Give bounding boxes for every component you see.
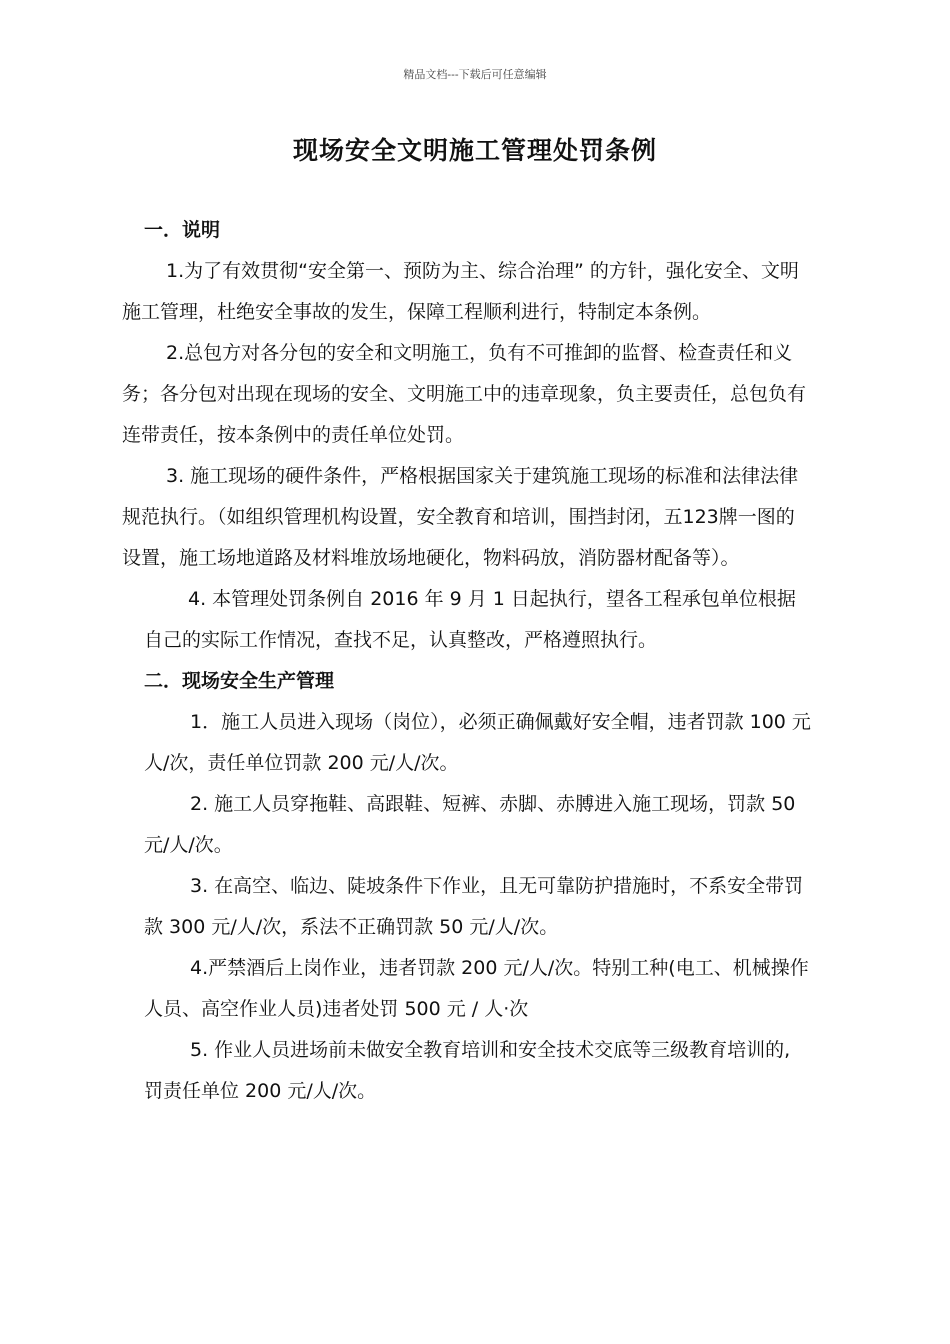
section-heading-1: 一．说明 (144, 219, 221, 241)
paragraph-2-2: 2. 施工人员穿拖鞋、高跟鞋、短裤、赤脚、赤膊进入施工现场，罚款 50 元/人/次。 (144, 793, 796, 856)
document-body (122, 210, 812, 1112)
paragraph-1-4: 4. 本管理处罚条例自 2016 年 9 月 1 日起执行，望各工程承包单位根据自己的实际工作情况，查找不足，认真整改，严格遵照执行。 (144, 588, 796, 651)
header-note: 精品文档---下载后可任意编辑 (403, 68, 547, 81)
paragraph-2-4: 4.严禁酒后上岗作业，违者罚款 200 元/人/次。特别工种(电工、机械操作人员、高空作业人员)违者处罚 500 元 / 人·次 (144, 957, 809, 1020)
paragraph-1-3: 3. 施工现场的硬件条件，严格根据国家关于建筑施工现场的标准和法律法律规范执行。（如组织管理机构设置，安全教育和培训，围挡封闭，五123牌一图的设置，施工场地道路及材料堆放场地硬化，物料码放，消防器材配备等）。 (122, 465, 799, 569)
paragraph-2-5: 5. 作业人员进场前未做安全教育培训和安全技术交底等三级教育培训的, 罚责任单位 200 元/人/次。 (144, 1039, 791, 1102)
section-heading-2: 二．现场安全生产管理 (144, 670, 335, 692)
paragraph-2-3: 3. 在高空、临边、陡坡条件下作业，且无可靠防护措施时，不系安全带罚款 300 元/人/次，系法不正确罚款 50 元/人/次。 (144, 875, 804, 938)
paragraph-1-1: 1.为了有效贯彻“安全第一、预防为主、综合治理” 的方针，强化安全、文明施工管理，杜绝安全事故的发生，保障工程顺利进行，特制定本条例。 (122, 260, 799, 323)
document-title: 现场安全文明施工管理处罚条例 (292, 136, 657, 165)
paragraph-2-1: 1．施工人员进入现场（岗位），必须正确佩戴好安全帽，违者罚款 100 元人/次，责任单位罚款 200 元/人/次。 (144, 711, 811, 774)
paragraph-1-2: 2.总包方对各分包的安全和文明施工，负有不可推卸的监督、检查责任和义务；各分包对出现在现场的安全、文明施工中的违章现象，负主要责任，总包负有连带责任，按本条例中的责任单位处罚。 (122, 342, 807, 446)
